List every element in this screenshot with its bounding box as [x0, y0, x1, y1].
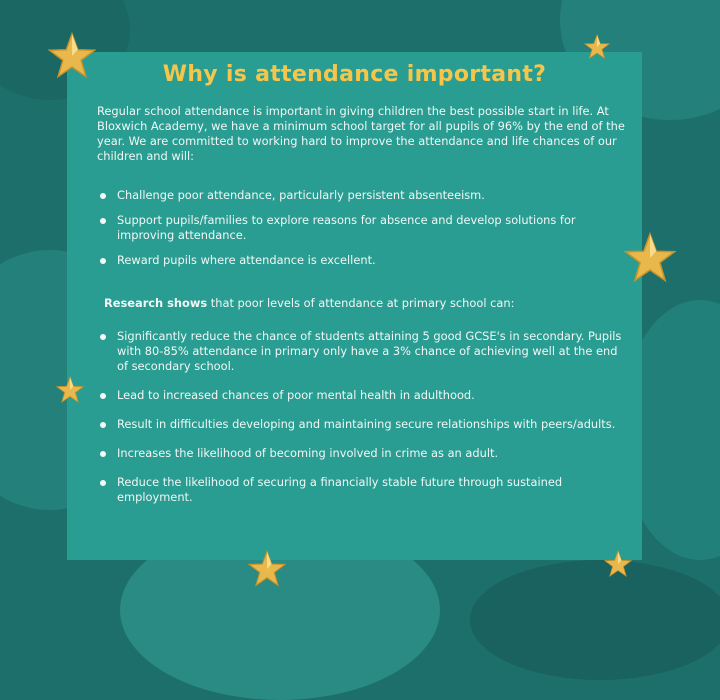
bullet-icon [100, 480, 106, 486]
list-item [97, 213, 627, 243]
star-icon [584, 34, 610, 60]
background-blob [470, 560, 720, 680]
list-item-text: Lead to increased chances of poor mental health in adulthood. [117, 388, 475, 402]
star-icon [248, 550, 286, 588]
list-item [97, 475, 627, 505]
list-item [97, 417, 627, 432]
list-item-text: Increases the likelihood of becoming involved in crime as an adult. [117, 446, 499, 460]
list-item [97, 329, 627, 374]
info-card [67, 52, 642, 560]
effects-list [97, 329, 627, 519]
list-item-text: Significantly reduce the chance of students attaining 5 good GCSE's in secondary. Pupils with 80-85% attendance in primary only have a 3% chance of achieving well at the end of secondary school. [117, 329, 622, 373]
research-text: that poor levels of attendance at primary school can: [207, 296, 515, 310]
list-item-text: Challenge poor attendance, particularly persistent absenteeism. [117, 188, 485, 202]
list-item [97, 253, 627, 268]
bullet-icon [100, 258, 106, 264]
intro-paragraph: Regular school attendance is important in giving children the best possible start in life. At Bloxwich Academy, we have a minimum school target for all pupils of 96% by the end of the year. We are committed to working hard to improve the attendance and life chances of our children and will: [97, 104, 625, 163]
bullet-icon [100, 393, 106, 399]
star-icon [56, 376, 84, 404]
list-item-text: Reduce the likelihood of securing a financially stable future through sustained employment. [117, 475, 563, 504]
star-icon [604, 550, 632, 578]
bullet-icon [100, 451, 106, 457]
list-item-text: Reward pupils where attendance is excellent. [117, 253, 376, 267]
list-item [97, 388, 627, 403]
list-item-text: Result in difficulties developing and maintaining secure relationships with peers/adults. [117, 417, 616, 431]
bullet-icon [100, 422, 106, 428]
bullet-icon [100, 334, 106, 340]
star-icon [48, 32, 96, 80]
commitments-list [97, 188, 627, 278]
bullet-icon [100, 193, 106, 199]
list-item [97, 446, 627, 461]
star-icon [624, 232, 676, 284]
research-bold: Research shows [104, 296, 208, 310]
research-heading [104, 296, 624, 310]
list-item-text: Support pupils/families to explore reasons for absence and develop solutions for improving attendance. [117, 213, 576, 242]
bullet-icon [100, 218, 106, 224]
page-title: Why is attendance important? [162, 62, 547, 87]
list-item [97, 188, 627, 203]
